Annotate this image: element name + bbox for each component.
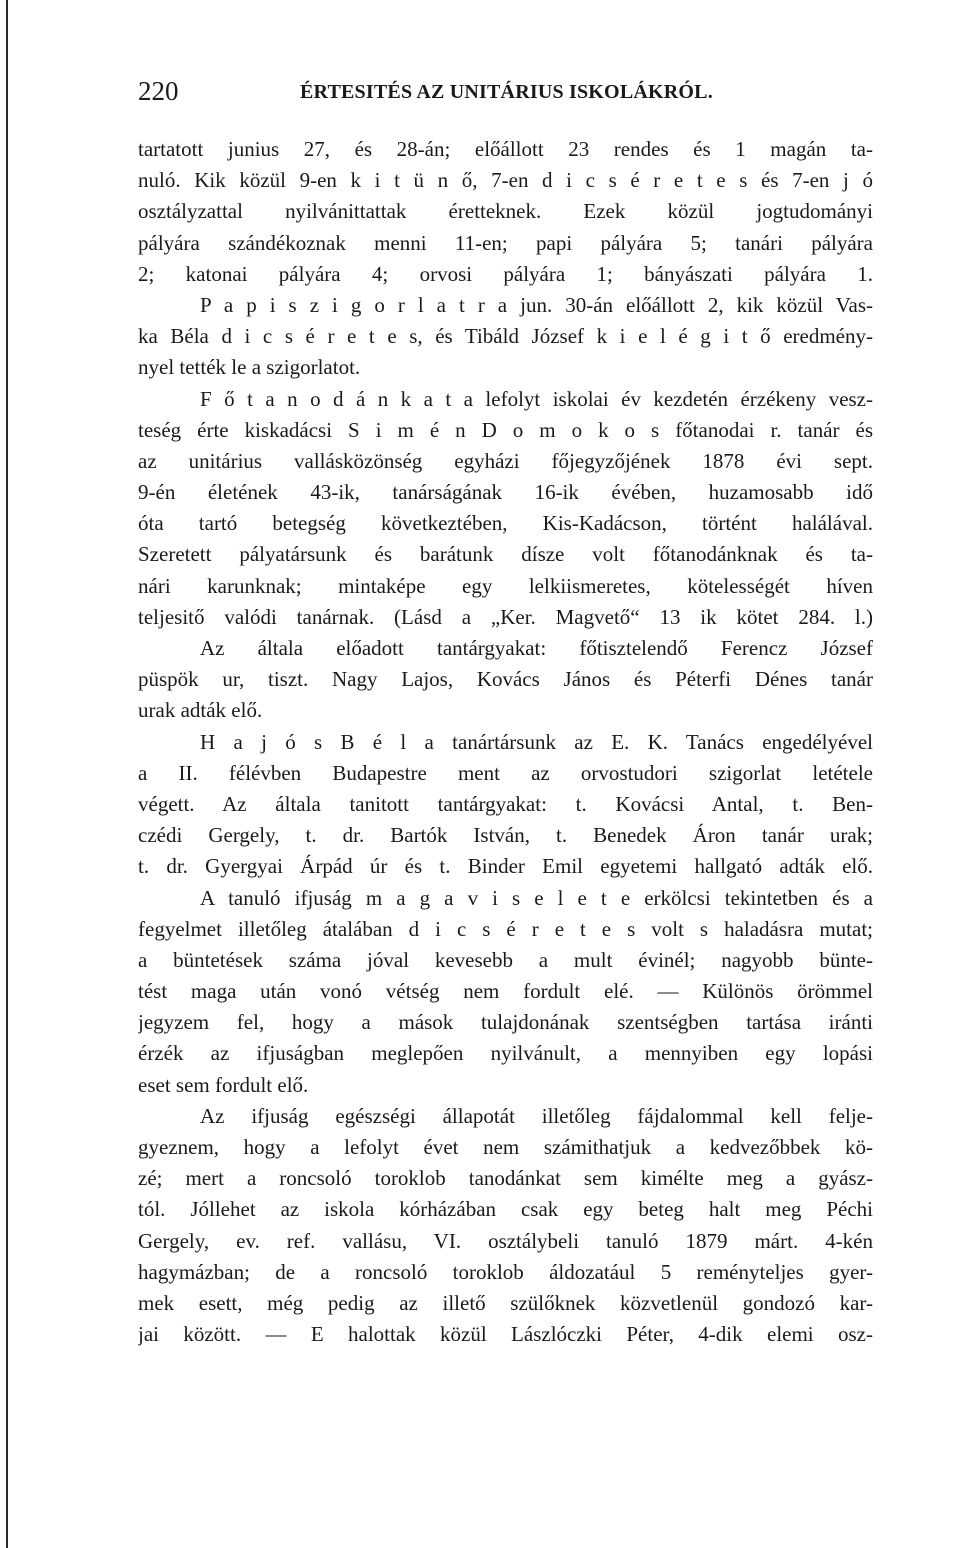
page-number: 220	[138, 76, 179, 106]
text-line: teség érte kiskadácsi S i m é n D o m o k o s főtanodai r. tanár és	[138, 417, 873, 442]
text-line: tést maga után vonó vétség nem fordult elé. — Különös örömmel	[138, 979, 873, 1004]
text-line: jegyzem fel, hogy a mások tulajdonának szentségben tartása iránti	[138, 1010, 873, 1035]
text-line: az unitárius vallásközönség egyházi főjegyzőjének 1878 évi sept.	[138, 448, 873, 473]
text-line: végett. Az általa tanitott tantárgyakat: t. Kovácsi Antal, t. Ben-	[138, 791, 873, 816]
text-line: zé; mert a roncsoló toroklob tanodánkat sem kimélte meg a gyász-	[138, 1166, 873, 1191]
text-line: jai között. — E halottak közül Lászlóczki Péter, 4-dik elemi osz-	[138, 1322, 873, 1347]
text-line: érzék az ifjuságban meglepően nyilvánult, a mennyiben egy lopási	[138, 1041, 873, 1066]
running-title: ÉRTESITÉS AZ UNITÁRIUS ISKOLÁKRÓL.	[300, 81, 713, 103]
text-line: nári karunknak; mintaképe egy lelkiismeretes, kötelességét híven	[138, 573, 873, 598]
text-line: püspök ur, tiszt. Nagy Lajos, Kovács János és Péterfi Dénes tanár	[138, 667, 873, 692]
text-line: czédi Gergely, t. dr. Bartók István, t. Benedek Áron tanár urak;	[138, 823, 873, 848]
text-line: osztályzattal nyilvánittattak éretteknek. Ezek közül jogtudományi	[138, 199, 873, 224]
page-edge-line	[6, 0, 8, 1548]
text-line: eset sem fordult elő.	[138, 1072, 309, 1097]
text-line: tartatott junius 27, és 28-án; előállott 23 rendes és 1 magán ta-	[138, 137, 873, 161]
text-line: a büntetések száma jóval kevesebb a mult évinél; nagyobb büntе-	[138, 947, 873, 972]
body-text	[138, 134, 873, 1350]
text-line: gyeznem, hogy a lefolyt évet nem számithatjuk a kedvezőbbek kö-	[138, 1135, 873, 1159]
text-line: H a j ó s B é l a tanártársunk az E. K. Tanács engedélyével	[200, 729, 873, 754]
text-line: Az ifjuság egészségi állapotát illetőleg fájdalommal kell felje-	[200, 1103, 873, 1128]
text-line: F ő t a n o d á n k a t a lefolyt iskolai év kezdetén érzékeny vesz-	[200, 386, 873, 411]
text-line: a II. félévben Budapestre ment az orvostudori szigorlat letétele	[138, 760, 873, 785]
text-line: fegyelmet illetőleg átalában d i c s é r e t e s volt s haladásra mutat;	[138, 916, 873, 941]
text-line: urak adták elő.	[138, 698, 263, 723]
text-line: t. dr. Gyergyai Árpád úr és t. Binder Emil egyetemi hallgató adták elő.	[138, 854, 873, 879]
text-line: A tanuló ifjuság m a g a v i s e l e t e erkölcsi tekintetben és a	[200, 885, 873, 910]
text-line: nyel tették le a szigorlatot.	[138, 355, 361, 380]
text-line: P a p i s z i g o r l a t r a jun. 30-án előállott 2, kik közül Vas-	[200, 292, 873, 317]
document-page	[138, 74, 873, 1350]
text-line: Az általa előadott tantárgyakat: főtisztelendő Ferencz József	[200, 636, 873, 660]
text-line: nuló. Kik közül 9-en k i t ü n ő, 7-en d i c s é r e t e s és 7-en j ó	[138, 168, 873, 193]
text-line: tól. Jóllehet az iskola kórházában csak egy beteg halt meg Péchi	[138, 1197, 873, 1222]
text-line: hagymázban; de a roncsoló toroklob áldozatául 5 reményteljes gyer-	[138, 1259, 873, 1284]
text-line: óta tartó betegség következtében, Kis-Kadácson, történt halálával.	[138, 511, 873, 536]
text-line: Gergely, ev. ref. vallásu, VI. osztálybeli tanuló 1879 márt. 4-kén	[138, 1228, 873, 1253]
text-line: Szeretett pályatársunk és barátunk dísze volt főtanodánknak és ta-	[138, 542, 873, 567]
text-line: ka Béla d i c s é r e t e s, és Tibáld József k i e l é g i t ő eredmény-	[138, 324, 873, 349]
page-header	[138, 74, 873, 108]
text-line: 9-én életének 43-ik, tanárságának 16-ik évében, huzamosabb idő	[138, 480, 873, 505]
text-line: mek esett, még pedig az illető szülőknek közvetlenül gondozó kar-	[138, 1290, 873, 1315]
text-line: 2; katonai pályára 4; orvosi pályára 1; bányászati pályára 1.	[138, 261, 873, 286]
text-line: pályára szándékoznak menni 11-en; papi pályára 5; tanári pályára	[138, 230, 873, 255]
text-line: teljesitő valódi tanárnak. (Lásd a „Ker. Magvető“ 13 ik kötet 284. l.)	[138, 604, 873, 629]
